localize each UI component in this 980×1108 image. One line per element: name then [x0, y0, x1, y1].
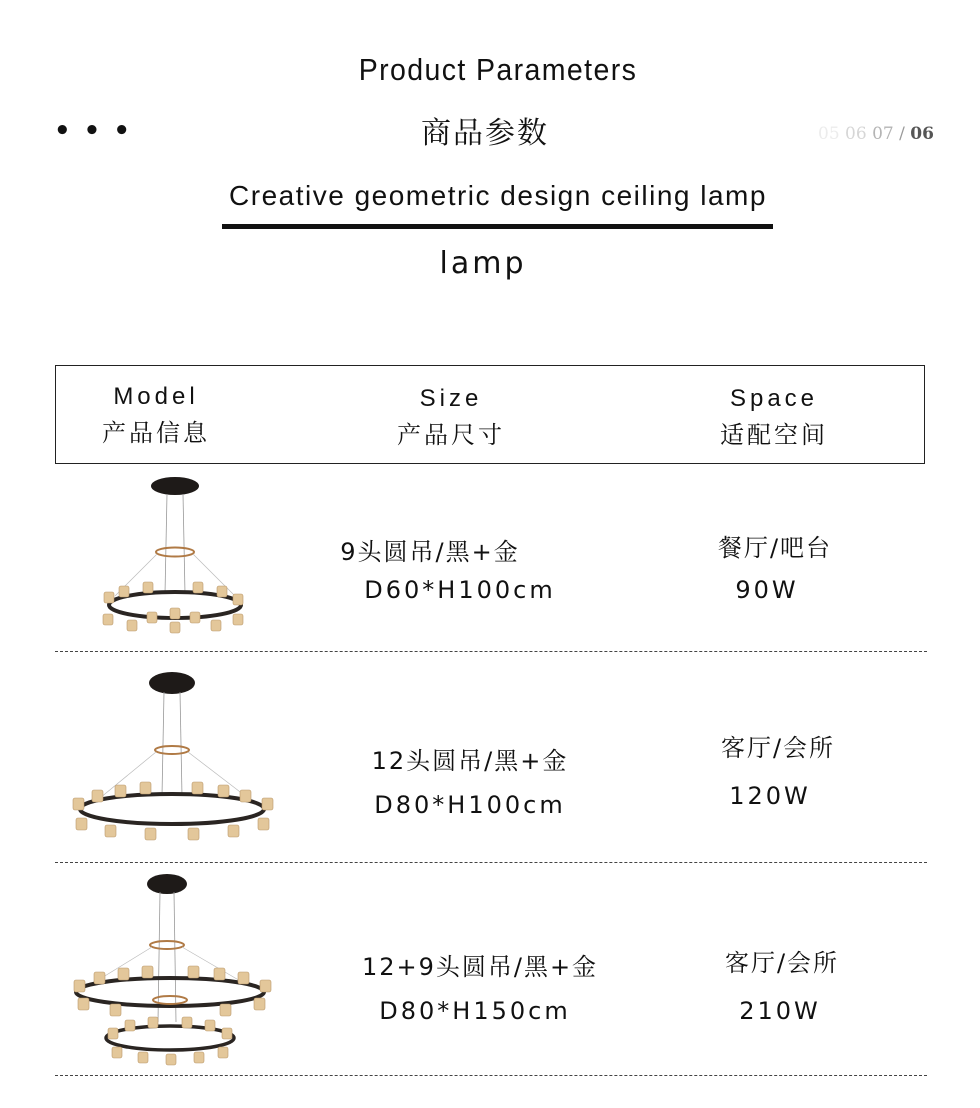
- suitable-space: 餐厅/吧台: [717, 534, 833, 562]
- chandelier-9-head-image: [95, 474, 255, 642]
- product-subtitle: Creative geometric design ceiling lamp: [229, 180, 767, 211]
- power-rating: 120W: [729, 782, 811, 810]
- column-header-label-cn: 产品信息: [102, 419, 210, 447]
- column-header-space: [699, 380, 849, 454]
- column-header-model: [86, 378, 226, 452]
- column-header-size: [381, 380, 521, 454]
- more-dots-icon: • • •: [54, 116, 132, 146]
- product-size: D80*H150cm: [379, 997, 571, 1025]
- page-number: 06: [845, 124, 867, 144]
- column-header-label-cn: 适配空间: [720, 421, 828, 449]
- product-size: D80*H100cm: [374, 791, 566, 819]
- table-header: [55, 365, 925, 464]
- suitable-space: 客厅/会所: [724, 949, 840, 977]
- title-underline: [222, 224, 773, 229]
- power-rating: 90W: [735, 576, 799, 604]
- suitable-space: 客厅/会所: [720, 734, 836, 762]
- column-header-label: Space: [729, 385, 819, 412]
- product-size: D60*H100cm: [364, 576, 556, 604]
- product-spec: 12+9头圆吊/黑+金: [361, 953, 599, 981]
- chandelier-12-plus-9-head-image: [70, 872, 280, 1072]
- page-title: Product Parameters: [358, 52, 638, 87]
- chandelier-12-head-image: [70, 670, 280, 842]
- row-divider: [55, 651, 927, 652]
- current-page-number: 06: [910, 124, 934, 144]
- product-spec: 9头圆吊/黑+金: [340, 538, 520, 566]
- column-header-label: Size: [419, 385, 483, 412]
- column-header-label-cn: 产品尺寸: [397, 421, 505, 449]
- column-header-label: Model: [113, 383, 199, 410]
- page-title-chinese: 商品参数: [421, 116, 549, 151]
- row-divider: [55, 1075, 927, 1076]
- page-indicator: [818, 124, 934, 144]
- page-number: 07: [872, 124, 894, 144]
- product-spec: 12头圆吊/黑+金: [371, 747, 569, 775]
- page-number: 05: [818, 124, 840, 144]
- product-category: lamp: [439, 246, 527, 281]
- row-divider: [55, 862, 927, 863]
- page-separator: /: [899, 124, 905, 144]
- power-rating: 210W: [739, 997, 821, 1025]
